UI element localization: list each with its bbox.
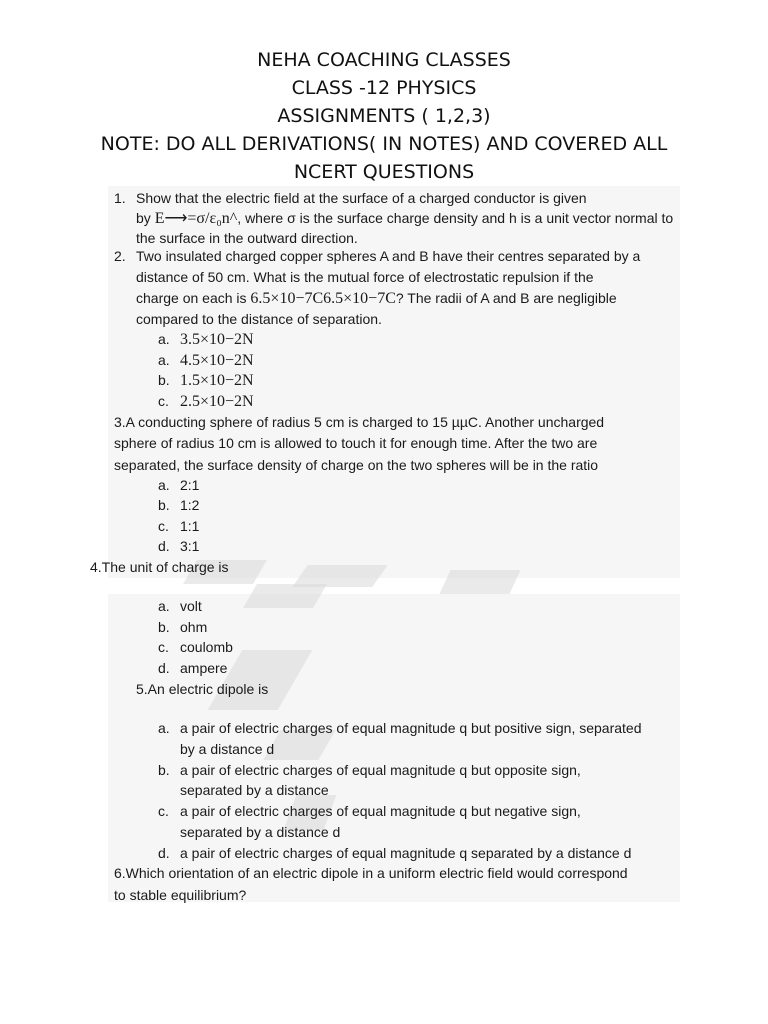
q4-option bbox=[158, 658, 227, 679]
q2-number: 2. bbox=[114, 248, 126, 264]
q3-option-text: 1:1 bbox=[180, 518, 200, 534]
q1-number: 1. bbox=[114, 190, 126, 206]
q2-option-marker: b. bbox=[158, 372, 170, 388]
q5-option-text: a pair of electric charges of equal magnitude q but negative sign, bbox=[180, 803, 581, 819]
q2-option-text: 1.5×10−2N bbox=[180, 372, 254, 389]
q1-text-1: Show that the electric field at the surface of a charged conductor is given bbox=[136, 190, 587, 206]
q2-text-4: compared to the distance of separation. bbox=[136, 311, 382, 327]
q5-option-continued: by a distance d bbox=[180, 741, 275, 757]
q1-line-2 bbox=[136, 208, 673, 229]
q3-line-3: separated, the surface density of charge on the two spheres will be in the ratio bbox=[114, 457, 599, 473]
header-line-4: NOTE: DO ALL DERIVATIONS( IN NOTES) AND COVERED ALL bbox=[100, 133, 668, 155]
document-header bbox=[0, 46, 768, 186]
q2-option-text: 3.5×10−2N bbox=[180, 331, 254, 348]
q2-text-1: Two insulated charged copper spheres A and B have their centres separated by a bbox=[136, 248, 641, 264]
q2-option bbox=[158, 350, 254, 371]
q3-line-1: 3.A conducting sphere of radius 5 cm is charged to 15 µµC. Another uncharged bbox=[114, 414, 605, 430]
q3-option bbox=[158, 516, 199, 537]
q4-option-marker: a. bbox=[158, 598, 170, 614]
watermark-stroke-4 bbox=[439, 570, 520, 594]
q2-text-2: distance of 50 cm. What is the mutual force of electrostatic repulsion if the bbox=[136, 269, 594, 285]
header-line-3: ASSIGNMENTS ( 1,2,3) bbox=[277, 105, 491, 127]
q6-line-1: 6.Which orientation of an electric dipole in a uniform electric field would correspond bbox=[114, 865, 628, 881]
q1-line-1 bbox=[114, 188, 587, 209]
q4-option bbox=[158, 596, 202, 617]
q4-option bbox=[158, 637, 233, 658]
q5-option-marker: c. bbox=[158, 803, 169, 819]
q2-line-4 bbox=[136, 309, 382, 330]
q4-option-marker: b. bbox=[158, 619, 170, 635]
q3-option-marker: b. bbox=[158, 497, 170, 513]
q2-option-marker: c. bbox=[158, 393, 169, 409]
q2-option-text: 4.5×10−2N bbox=[180, 352, 254, 369]
q3-option-marker: c. bbox=[158, 518, 169, 534]
q1-by: by bbox=[136, 210, 151, 226]
q4-line-1: 4.The unit of charge is bbox=[90, 559, 229, 575]
q3-option bbox=[158, 536, 199, 557]
q5-option-marker: a. bbox=[158, 720, 170, 736]
q4-option bbox=[158, 617, 207, 638]
q2-text-3b: ? The radii of A and B are negligible bbox=[395, 290, 617, 306]
q4-option-marker: d. bbox=[158, 660, 170, 676]
q1-text-3: the surface in the outward direction. bbox=[136, 230, 358, 246]
q3-option bbox=[158, 475, 199, 496]
q6-line-2: to stable equilibrium? bbox=[114, 887, 247, 903]
q2-line-3 bbox=[136, 288, 617, 309]
q5-option bbox=[158, 801, 581, 822]
q3-option-text: 2:1 bbox=[180, 477, 200, 493]
q4-option-marker: c. bbox=[158, 639, 169, 655]
q1-text-2: , where σ is the surface charge density and h is a unit vector normal to bbox=[237, 210, 674, 226]
q4-option-text: ampere bbox=[180, 660, 228, 676]
q5-option bbox=[158, 718, 642, 739]
q2-option bbox=[158, 329, 254, 350]
q3-option-marker: d. bbox=[158, 538, 170, 554]
q3-option-text: 3:1 bbox=[180, 538, 200, 554]
watermark-stroke-2 bbox=[243, 584, 327, 608]
q2-text-3a: charge on each is bbox=[136, 290, 247, 306]
q4-option-text: volt bbox=[180, 598, 202, 614]
q1-formula: E⟶=σ/ε₀n^ bbox=[154, 210, 238, 227]
header-line-2: CLASS -12 PHYSICS bbox=[291, 77, 477, 99]
q4-option-text: ohm bbox=[180, 619, 208, 635]
q2-line-2 bbox=[136, 267, 594, 288]
q4-option-text: coulomb bbox=[180, 639, 233, 655]
q3-option bbox=[158, 495, 199, 516]
q5-option bbox=[158, 843, 631, 864]
q3-option-text: 1:2 bbox=[180, 497, 200, 513]
q5-option-continued: separated by a distance bbox=[180, 782, 329, 798]
watermark-stroke-3 bbox=[292, 565, 387, 587]
q2-option-marker: a. bbox=[158, 352, 170, 368]
q3-option-marker: a. bbox=[158, 477, 170, 493]
q5-option-marker: d. bbox=[158, 845, 170, 861]
q5-option bbox=[158, 760, 581, 781]
header-line-1: NEHA COACHING CLASSES bbox=[257, 49, 511, 71]
q2-option bbox=[158, 391, 254, 412]
header-line-5: NCERT QUESTIONS bbox=[293, 161, 475, 183]
q2-option bbox=[158, 370, 254, 391]
q5-option-text: a pair of electric charges of equal magnitude q but opposite sign, bbox=[180, 762, 581, 778]
q2-option-marker: a. bbox=[158, 331, 170, 347]
q5-option-text: a pair of electric charges of equal magnitude q separated by a distance d bbox=[180, 845, 632, 861]
q5-option-marker: b. bbox=[158, 762, 170, 778]
q2-line-1 bbox=[114, 246, 640, 267]
q3-line-2: sphere of radius 10 cm is allowed to touch it for enough time. After the two are bbox=[114, 435, 598, 451]
q5-option-text: a pair of electric charges of equal magnitude q but positive sign, separated bbox=[180, 720, 642, 736]
q5-line-1: 5.An electric dipole is bbox=[136, 681, 269, 697]
q5-option-continued: separated by a distance d bbox=[180, 824, 341, 840]
q2-option-text: 2.5×10−2N bbox=[180, 393, 254, 410]
q2-charge: 6.5×10−7C6.5×10−7C bbox=[250, 290, 396, 307]
